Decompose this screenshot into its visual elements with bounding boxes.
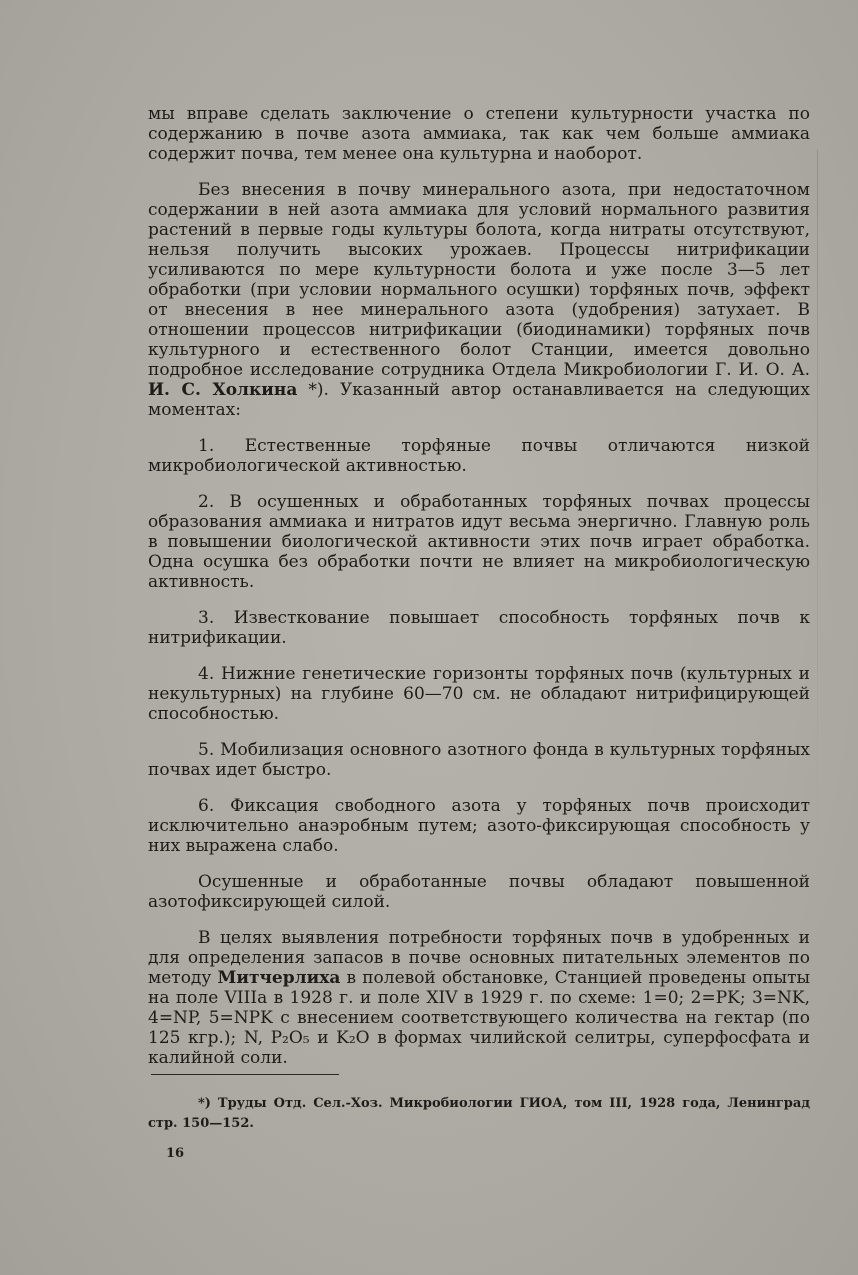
page-edge-shadow	[817, 150, 818, 910]
paragraph-2: Без внесения в почву минерального азота, при недостаточном содержании в ней азота аммиака для условий нормального развития растений в первые годы культуры болота, когда нитраты отсутствуют, нельзя получить высоких урожаев. Процессы нитрификации усиливаются по мере культурности болота и уже после 3—5 лет обработки (при условии нормального осушки) торфяных почв, эффект от внесения в нее минерального азота (удобрения) затухает. В отношении процессов нитрификации (биодинамики) торфяных почв культурного и естественного болот Станции, имеется довольно подробное исследование сотрудника Отдела Микробиологии Г. И. О. А. И. С. Холкина *). Указанный автор останавливается на следующих моментах:	[148, 180, 810, 420]
footnote-divider	[151, 1074, 339, 1075]
list-item-6: 6. Фиксация свободного азота у торфяных почв происходит исключительно анаэробным путем; азото-фиксирующая способность у них выражена слабо.	[148, 796, 810, 856]
paragraph-1: мы вправе сделать заключение о степени культурности участка по содержанию в почве азота аммиака, так как чем больше аммиака содержит почва, тем менее она культурна и наоборот.	[148, 104, 810, 164]
list-item-3: 3. Известкование повышает способность торфяных почв к нитрификации.	[148, 608, 810, 648]
author-name: И. С. Холкина	[148, 380, 298, 400]
paragraph-experiments: В целях выявления потребности торфяных почв в удобренных и для определения запасов в почве основных питательных элементов по методу Митчерлиха в полевой обстановке, Станцией проведены опыты на поле VIIIа в 1928 г. и поле XIV в 1929 г. по схеме: 1=0; 2=PK; 3=NK, 4=NP, 5=NPK с внесением соответствующего количества на гектар (по 125 кгр.); N, P₂O₅ и K₂O в формах чилийской селитры, суперфосфата и калийной соли.	[148, 928, 811, 1068]
list-item-1: 1. Естественные торфяные почвы отличаются низкой микробиологической активностью.	[148, 436, 810, 476]
list-item-2: 2. В осушенных и обработанных торфяных почвах процессы образования аммиака и нитратов идут весьма энергично. Главную роль в повышении биологической активности этих почв играет обработка. Одна осушка без обработки почти не влияет на микробиологическую активность.	[148, 492, 810, 592]
page-number: 16	[166, 1146, 185, 1161]
body-text	[148, 104, 810, 1084]
footnote: *) Труды Отд. Сел.-Хоз. Микробиологии ГИОА, том III, 1928 года, Ленинград стр. 150—152.	[148, 1096, 810, 1131]
method-name: Митчерлиха	[217, 968, 341, 988]
list-item-4: 4. Нижние генетические горизонты торфяных почв (культурных и некультурных) на глубине 60—70 см. не обладают нитрифицирующей способностью.	[148, 664, 810, 724]
paragraph-conclusion: Осушенные и обработанные почвы обладают повышенной азотофиксирующей силой.	[148, 872, 810, 912]
list-item-5: 5. Мобилизация основного азотного фонда в культурных торфяных почвах идет быстро.	[148, 740, 810, 780]
